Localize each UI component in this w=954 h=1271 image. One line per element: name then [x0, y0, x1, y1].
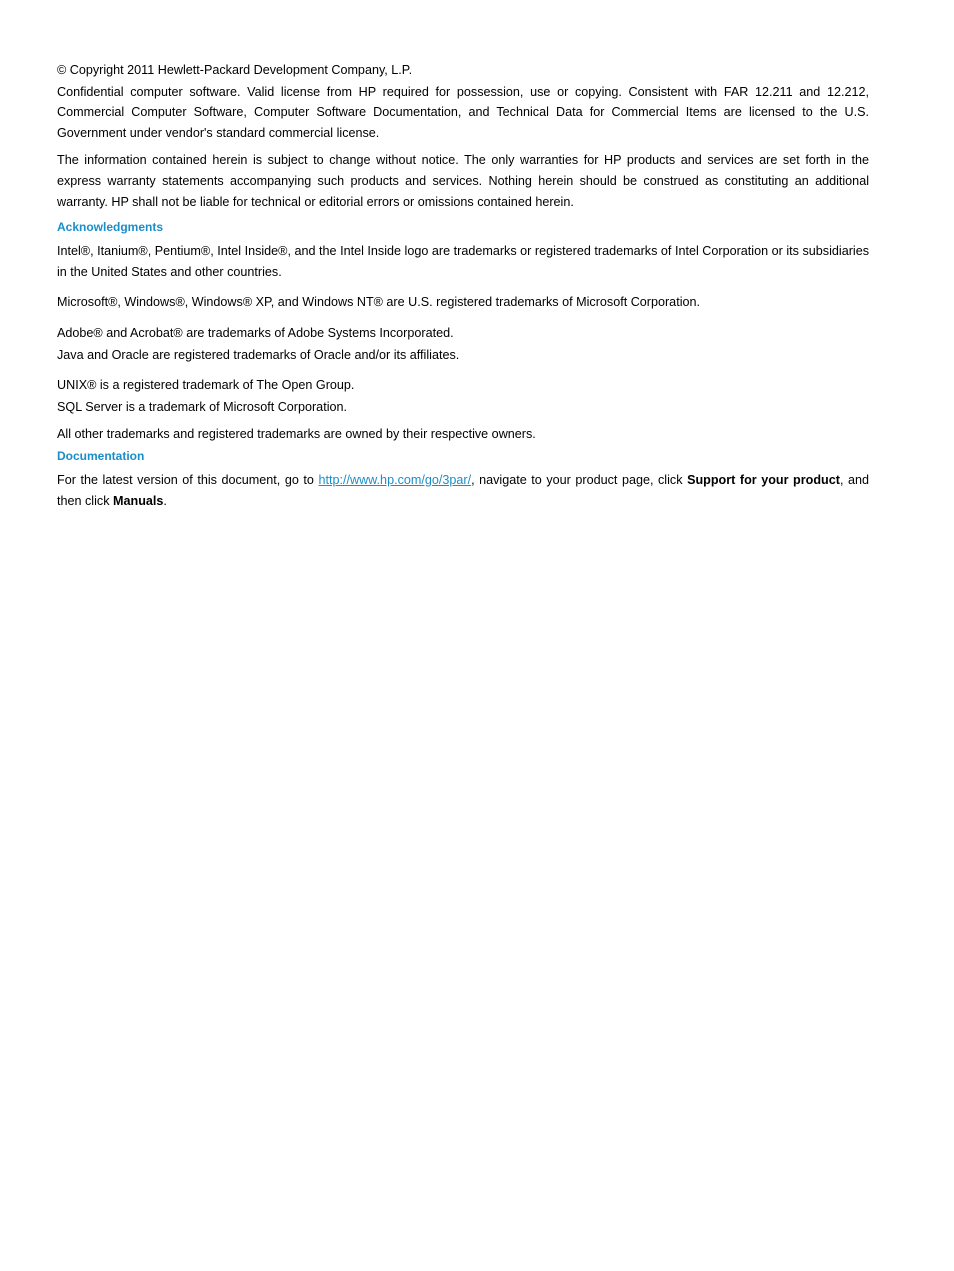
documentation-paragraph [57, 470, 869, 511]
documentation-text-before-link: For the latest version of this document, go to [57, 472, 319, 487]
manuals-label: Manuals [113, 493, 164, 508]
support-for-your-product-label: Support for your product [687, 472, 840, 487]
trademark-java-oracle: Java and Oracle are registered trademarks of Oracle and/or its affiliates. [57, 347, 460, 362]
trademark-microsoft: Microsoft®, Windows®, Windows® XP, and Windows NT® are U.S. registered trademarks of Microsoft Corporation. [57, 295, 700, 310]
trademark-sql-server: SQL Server is a trademark of Microsoft Corporation. [57, 399, 347, 414]
warranty-paragraph: The information contained herein is subject to change without notice. The only warranties for HP products and services are set forth in the express warranty statements accompanying such products and services. Nothing herein should be construed as constituting an additional warranty. HP shall not be liable for technical or editorial errors or omissions contained herein. [57, 153, 869, 209]
trademark-intel: Intel®, Itanium®, Pentium®, Intel Inside®, and the Intel Inside logo are trademarks or registered trademarks of Intel Corporation or its subsidiaries in the United States and other countries. [57, 244, 869, 279]
trademark-other: All other trademarks and registered trademarks are owned by their respective owners. [57, 427, 536, 442]
documentation-heading: Documentation [57, 448, 145, 463]
copyright-notice: © Copyright 2011 Hewlett-Packard Development Company, L.P. [57, 63, 413, 77]
document-page [57, 60, 869, 518]
acknowledgments-heading: Acknowledgments [57, 220, 164, 235]
trademark-adobe: Adobe® and Acrobat® are trademarks of Adobe Systems Incorporated. [57, 325, 454, 340]
documentation-text-middle: , and then click [57, 472, 869, 508]
trademark-unix: UNIX® is a registered trademark of The Open Group. [57, 378, 355, 393]
hp-3par-link[interactable]: http://www.hp.com/go/3par/ [318, 472, 472, 487]
license-paragraph: Confidential computer software. Valid license from HP required for possession, use or copying. Consistent with FAR 12.211 and 12.212, Commercial Computer Software, Computer Software Documentation, and Technical Data for Commercial Items are licensed to the U.S. Government under vendor's standard commercial license. [57, 84, 869, 140]
documentation-text-end: . [163, 493, 167, 508]
documentation-text-after-link: , navigate to your product page, click [471, 472, 688, 487]
